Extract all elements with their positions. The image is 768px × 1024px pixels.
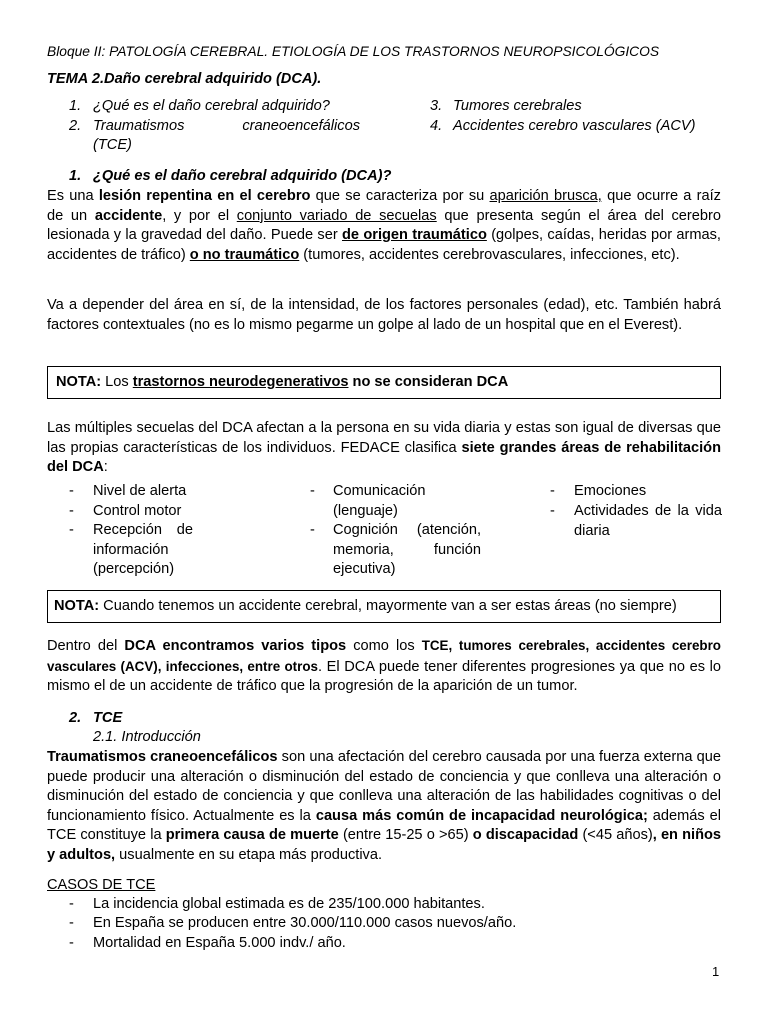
note-box-areas: NOTA: Cuando tenemos un accidente cerebral, mayormente van a ser estas áreas (no siempre): [47, 590, 721, 623]
casos-item: La incidencia global estimada es de 235/100.000 habitantes.: [93, 896, 485, 912]
bullet-dash: -: [550, 503, 555, 519]
bullet-dash: -: [310, 483, 315, 499]
paragraph-factors: Va a depender del área en sí, de la intensidad, de los factores personales (edad), etc. También habrá factores contextuales (no es lo mismo pegarme un golpe al lado de un hospital que en el Everest).: [47, 297, 721, 333]
casos-heading: CASOS DE TCE: [47, 877, 156, 893]
area-item: Actividades de la vida diaria: [574, 503, 722, 539]
toc-item: 4.: [430, 118, 443, 134]
toc-item-text: ¿Qué es el daño cerebral adquirido?: [93, 98, 330, 114]
toc-item-text: Tumores cerebrales: [453, 98, 582, 114]
area-item: Recepción de información (percepción): [93, 522, 193, 578]
area-item: Comunicación (lenguaje): [333, 483, 426, 519]
bullet-dash: -: [550, 483, 555, 499]
bullet-dash: -: [69, 896, 74, 912]
section-2-title: TCE: [93, 710, 123, 726]
area-item: Nivel de alerta: [93, 483, 187, 499]
toc-item: 1.: [69, 98, 82, 114]
area-item: Cognición (atención, memoria, función ejecutiva): [333, 522, 481, 578]
paragraph-dca-tipos: Dentro del DCA encontramos varios tipos como los TCE, tumores cerebrales, accidentes cerebro vasculares (ACV), infecciones, entre otros. El DCA puede tener diferentes progresiones ya que no es lo mismo el de un accidente de tráfico que la progresión de la aparición de un tumor.: [47, 638, 721, 695]
paragraph-tce-intro: Traumatismos craneoencefálicos son una afectación del cerebro causada por una fuerza externa que puede producir una alteración o disminución del estado de conciencia y que conlleva una alteración o disminución del estado de conciencia y que conlleva una alteración de las habilidades cognitivas o del funcionamiento físico. Actualmente es la causa más común de incapacidad neurológica; además el TCE constituye la primera causa de muerte (entre 15-25 o >65) o discapacidad (<45 años), en niños y adultos, usualmente en su etapa más productiva.: [47, 749, 722, 863]
subsection-2-1-title: 2.1. Introducción: [93, 729, 201, 745]
casos-item: En España se producen entre 30.000/110.000 casos nuevos/año.: [93, 915, 517, 931]
bullet-dash: -: [69, 503, 74, 519]
toc-item-text-cont: (TCE): [93, 137, 132, 153]
page-number: 1: [712, 964, 720, 979]
toc-item-text: Traumatismos craneoencefálicos: [93, 118, 360, 134]
toc-item-text: Accidentes cerebro vasculares (ACV): [453, 118, 696, 134]
paragraph-dca-definition: Es una lesión repentina en el cerebro que se caracteriza por su aparición brusca, que ocurre a raíz de un accidente, y por el conjunto variado de secuelas que presenta según el área del cerebro lesionada y la gravedad del daño. Puede ser de origen traumático (golpes, caídas, heridas por armas, accidentes de tráfico) o no traumático (tumores, accidentes cerebrovasculares, infecciones, etc).: [47, 188, 721, 263]
bullet-dash: -: [310, 522, 315, 538]
note-box-neurodegenerative: NOTA: Los trastornos neurodegenerativos no se consideran DCA: [47, 366, 721, 399]
paragraph-secuelas: Las múltiples secuelas del DCA afectan a la persona en su vida diaria y estas son igual de diversas que las propias características de los individuos. FEDACE clasifica siete grandes áreas de rehabilitación del DCA:: [47, 420, 721, 476]
bullet-dash: -: [69, 915, 74, 931]
toc-item: 2.: [69, 118, 82, 134]
section-1-number: 1.: [69, 168, 82, 184]
area-item: Emociones: [574, 483, 647, 499]
bullet-dash: -: [69, 935, 74, 951]
toc-item: 3.: [430, 98, 443, 114]
bullet-dash: -: [69, 483, 74, 499]
section-2-number: 2.: [69, 710, 82, 726]
bullet-dash: -: [69, 522, 74, 538]
tema-title: TEMA 2.Daño cerebral adquirido (DCA).: [47, 71, 322, 87]
section-1-title: ¿Qué es el daño cerebral adquirido (DCA)?: [93, 168, 392, 184]
area-item: Control motor: [93, 503, 182, 519]
running-header: Bloque II: PATOLOGÍA CEREBRAL. ETIOLOGÍA DE LOS TRASTORNOS NEUROPSICOLÓGICOS: [47, 44, 660, 59]
casos-item: Mortalidad en España 5.000 indv./ año.: [93, 935, 346, 951]
